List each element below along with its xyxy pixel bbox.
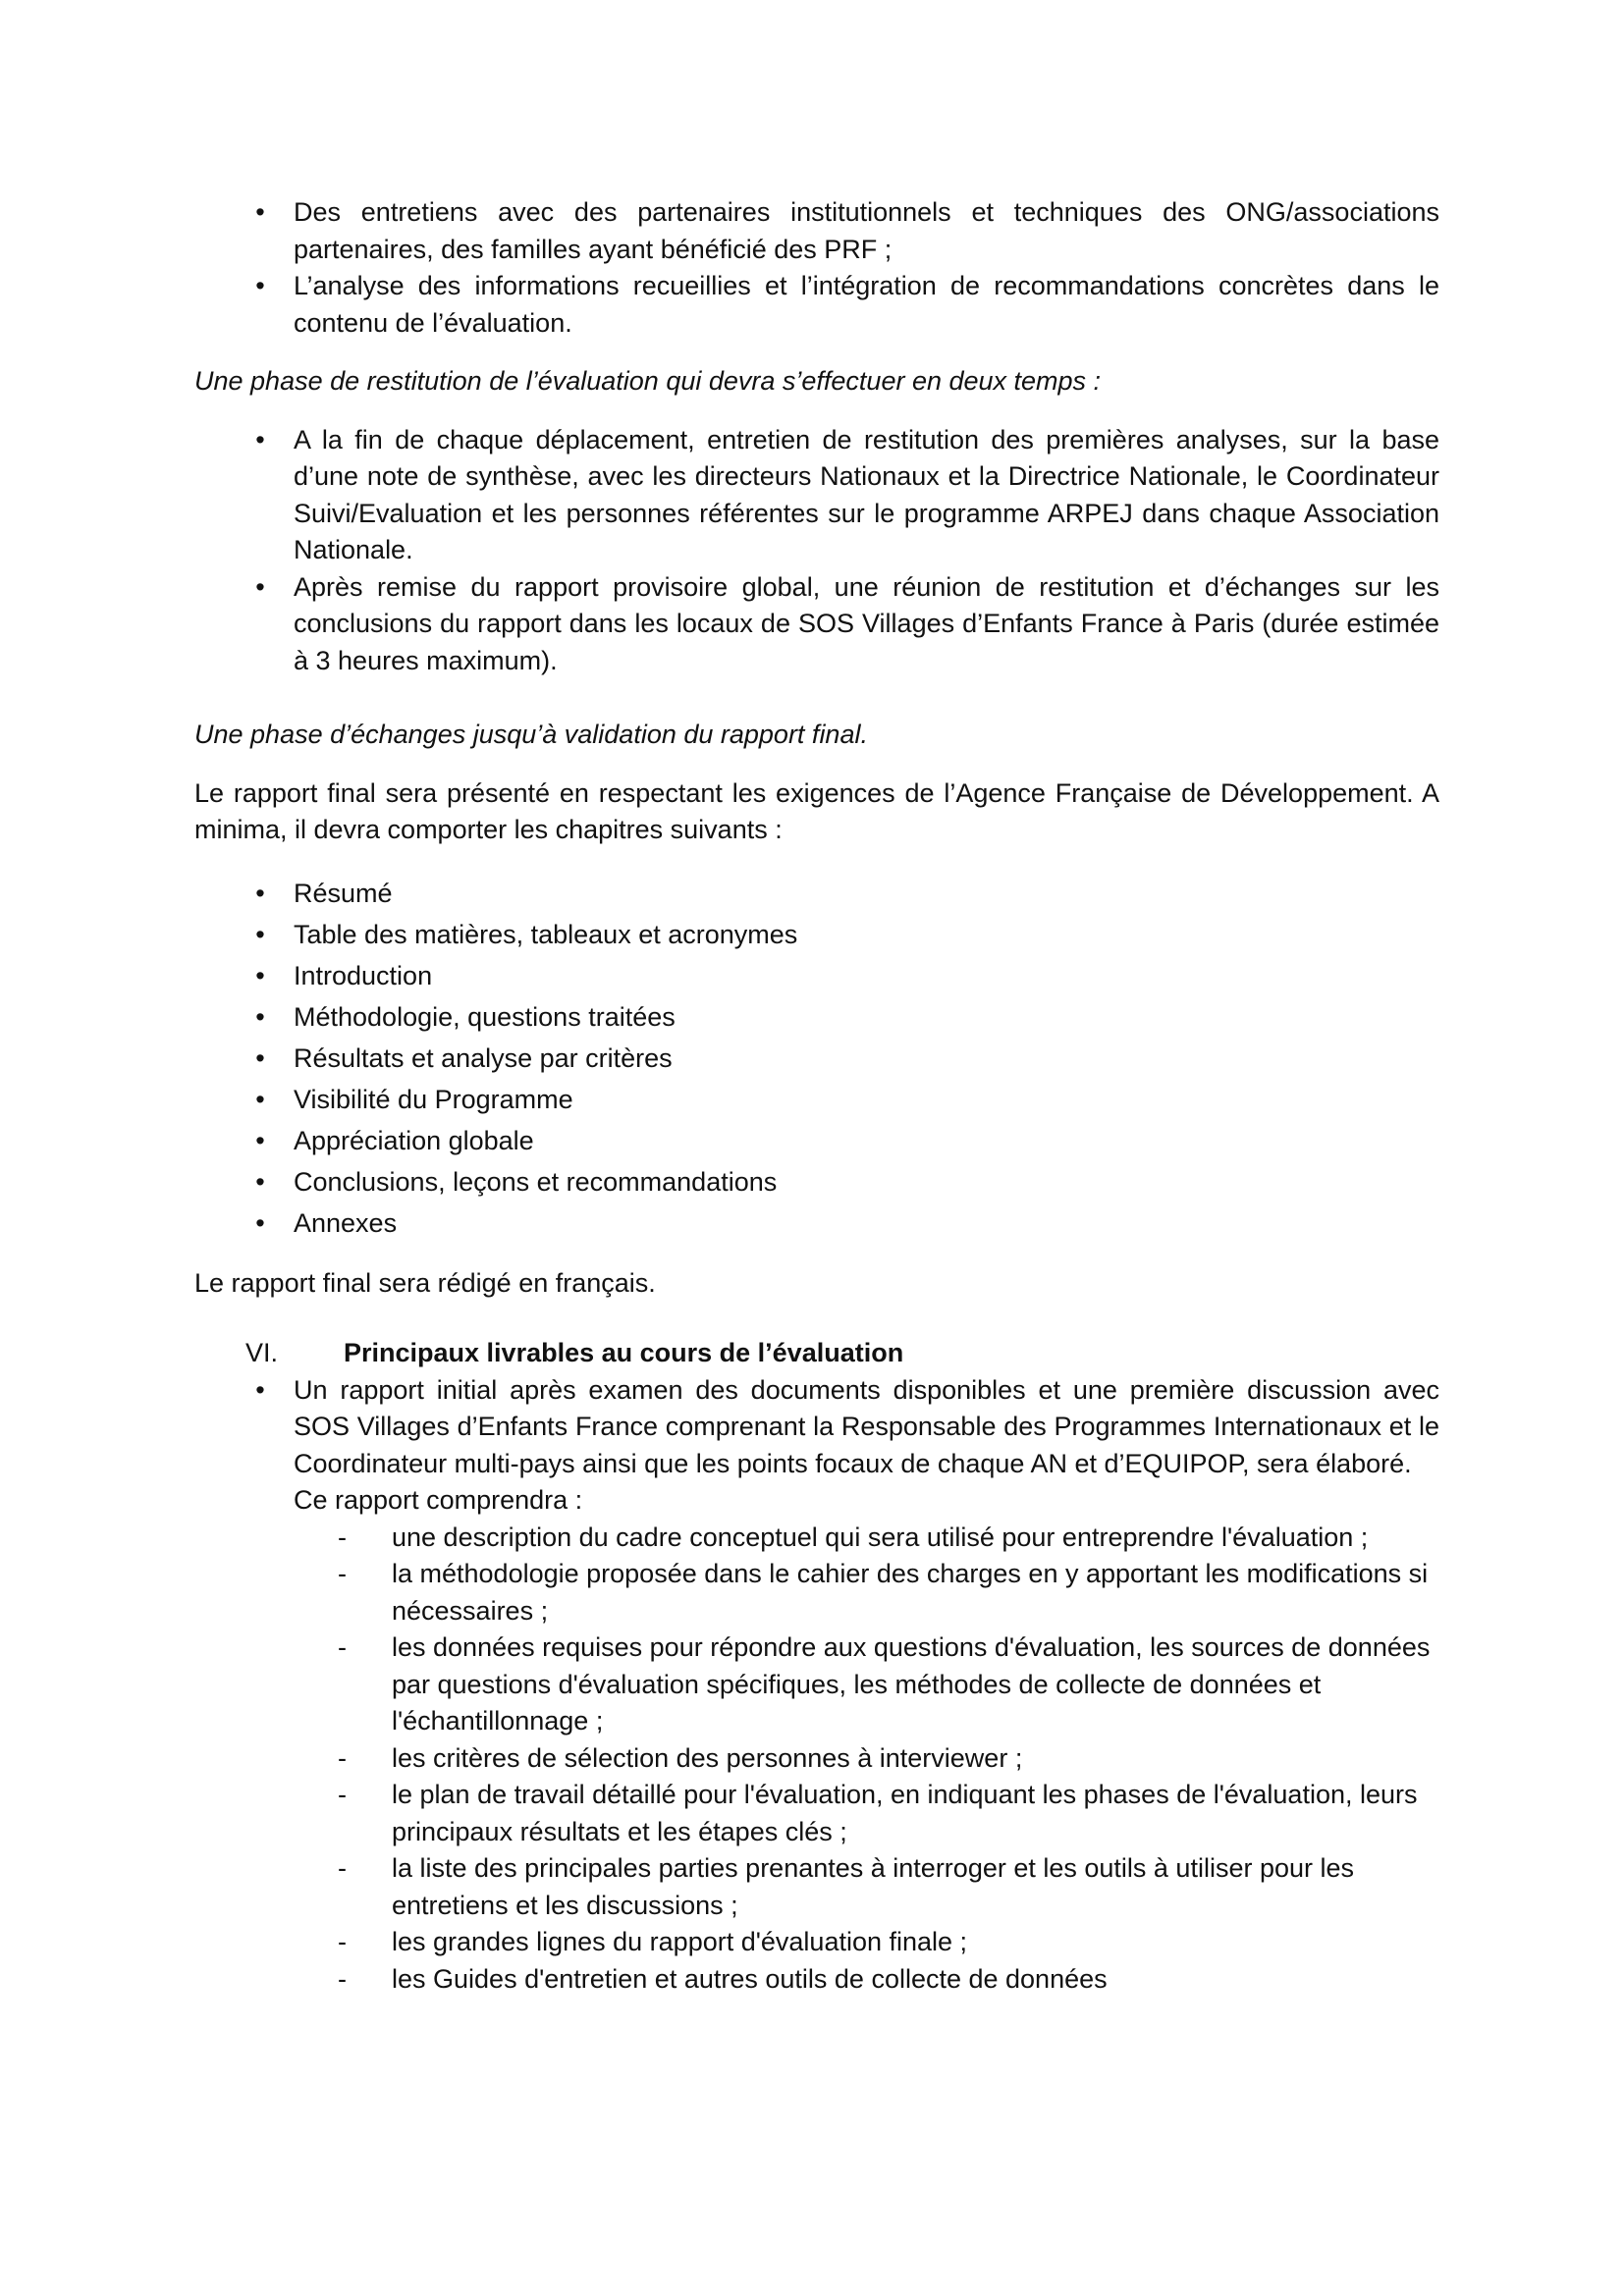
- list-item-text: Visibilité du Programme: [294, 1084, 573, 1114]
- list-item-text: les grandes lignes du rapport d'évaluation finale ;: [392, 1927, 968, 1956]
- section-heading: [194, 1335, 1439, 1372]
- list-item-text: Après remise du rapport provisoire global, une réunion de restitution et d’échanges sur les conclusions du rapport dans les locaux de SOS Villages d’Enfants France à Paris (durée estimée à 3 heures maximum).: [294, 571, 1439, 675]
- bullet-icon: •: [255, 1207, 265, 1238]
- list-item: [194, 1629, 1439, 1740]
- list-item: [194, 422, 1439, 569]
- bullet-icon: •: [255, 424, 265, 454]
- deliverables-bullet-list: [194, 1372, 1439, 1483]
- bullet-icon: •: [255, 571, 265, 602]
- list-item: [194, 1520, 1439, 1557]
- list-item-text: Méthodologie, questions traitées: [294, 1001, 676, 1032]
- restitution-heading: Une phase de restitution de l’évaluation qui devra s’effectuer en deux temps :: [194, 366, 1102, 396]
- dash-icon: -: [338, 1559, 347, 1588]
- list-item: [194, 996, 1439, 1038]
- list-item: [194, 1740, 1439, 1778]
- list-item-text: Conclusions, leçons et recommandations: [294, 1166, 778, 1197]
- exchange-heading: Une phase d’échanges jusqu’à validation du rapport final.: [194, 720, 868, 749]
- list-item-text: la méthodologie proposée dans le cahier des charges en y apportant les modifications si nécessaires ;: [392, 1559, 1429, 1626]
- list-item: [194, 1038, 1439, 1079]
- list-item: [194, 1850, 1439, 1924]
- intro-bullet-list: [194, 194, 1439, 342]
- bullet-icon: •: [255, 1001, 265, 1032]
- list-item-text: Résumé: [294, 878, 393, 908]
- list-item-text: A la fin de chaque déplacement, entretien de restitution des premières analyses, sur la base d’une note de synthèse, avec les directeurs Nationaux et la Directrice Nationale, le Coordinateur Suivi/Evaluation et les personnes référentes sur le programme ARPEJ dans chaque Association Nationale.: [294, 424, 1439, 564]
- list-item: [194, 1777, 1439, 1850]
- bullet-icon: •: [255, 919, 265, 949]
- list-item-text: Annexes: [294, 1207, 398, 1238]
- page-content: [194, 194, 1439, 1998]
- list-item-text: les critères de sélection des personnes à interviewer ;: [392, 1742, 1023, 1773]
- list-item: [194, 1556, 1439, 1629]
- report-contents-list: [194, 1520, 1439, 1999]
- dash-icon: -: [338, 1927, 347, 1956]
- dash-icon: -: [338, 1963, 347, 1994]
- list-item: [194, 1961, 1439, 1999]
- list-item: [194, 873, 1439, 914]
- list-item-text: une description du cadre conceptuel qui sera utilisé pour entreprendre l'évaluation ;: [392, 1522, 1369, 1552]
- list-item-text: Résultats et analyse par critères: [294, 1042, 673, 1073]
- bullet-icon: •: [255, 1166, 265, 1197]
- bullet-icon: •: [255, 1374, 265, 1405]
- list-item: [194, 194, 1439, 268]
- list-item: [194, 1161, 1439, 1202]
- list-item-text: la liste des principales parties prenantes à interroger et les outils à utiliser pour les entretiens et les discussions ;: [392, 1853, 1355, 1920]
- list-item: [194, 1202, 1439, 1244]
- language-sentence: Le rapport final sera rédigé en français.: [194, 1267, 656, 1298]
- dash-icon: -: [338, 1742, 347, 1773]
- dash-icon: -: [338, 1632, 347, 1662]
- section-title: Principaux livrables au cours de l’évaluation: [344, 1338, 904, 1367]
- bullet-icon: •: [255, 878, 265, 908]
- list-item: [194, 1924, 1439, 1961]
- dash-icon: -: [338, 1780, 347, 1809]
- list-item-text: Table des matières, tableaux et acronymes: [294, 919, 798, 949]
- list-item: [194, 955, 1439, 996]
- list-item: [194, 1079, 1439, 1120]
- bullet-icon: •: [255, 1084, 265, 1114]
- bullet-icon: •: [255, 271, 265, 300]
- list-item: [194, 1120, 1439, 1161]
- bullet-icon: •: [255, 1042, 265, 1073]
- bullet-icon: •: [255, 1125, 265, 1155]
- list-item-text: le plan de travail détaillé pour l'évaluation, en indiquant les phases de l'évaluation, leurs principaux résultats et les étapes clés ;: [392, 1780, 1418, 1846]
- list-item-text: Introduction: [294, 960, 433, 990]
- list-item: [194, 1372, 1439, 1483]
- list-item-text: Un rapport initial après examen des documents disponibles et une première discussion avec SOS Villages d’Enfants France comprenant la Responsable des Programmes Internationaux et le Coordinateur multi-pays ainsi que les points focaux de chaque AN et d’EQUIPOP, sera élaboré.: [294, 1374, 1439, 1478]
- bullet-icon: •: [255, 197, 265, 227]
- report-contents-intro: Ce rapport comprendra :: [294, 1485, 583, 1515]
- list-item-text: les données requises pour répondre aux questions d'évaluation, les sources de données par questions d'évaluation spécifiques, les méthodes de collecte de données et l'échantillonnage ;: [392, 1632, 1431, 1735]
- restitution-bullet-list: [194, 422, 1439, 680]
- list-item-text: L’analyse des informations recueillies et l’intégration de recommandations concrètes dans le contenu de l’évaluation.: [294, 271, 1439, 338]
- chapter-list: [194, 873, 1439, 1244]
- list-item-text: les Guides d'entretien et autres outils de collecte de données: [392, 1963, 1108, 1994]
- dash-icon: -: [338, 1522, 347, 1552]
- list-item-text: Des entretiens avec des partenaires institutionnels et techniques des ONG/associations partenaires, des familles ayant bénéficié des PRF ;: [294, 197, 1439, 264]
- list-item: [194, 914, 1439, 955]
- list-item-text: Appréciation globale: [294, 1125, 534, 1155]
- list-item: [194, 569, 1439, 680]
- dash-icon: -: [338, 1853, 347, 1883]
- bullet-icon: •: [255, 960, 265, 990]
- list-item: [194, 268, 1439, 342]
- report-paragraph: Le rapport final sera présenté en respectant les exigences de l’Agence Française de Développement. A minima, il devra comporter les chapitres suivants :: [194, 777, 1439, 844]
- section-number: VI.: [245, 1338, 279, 1367]
